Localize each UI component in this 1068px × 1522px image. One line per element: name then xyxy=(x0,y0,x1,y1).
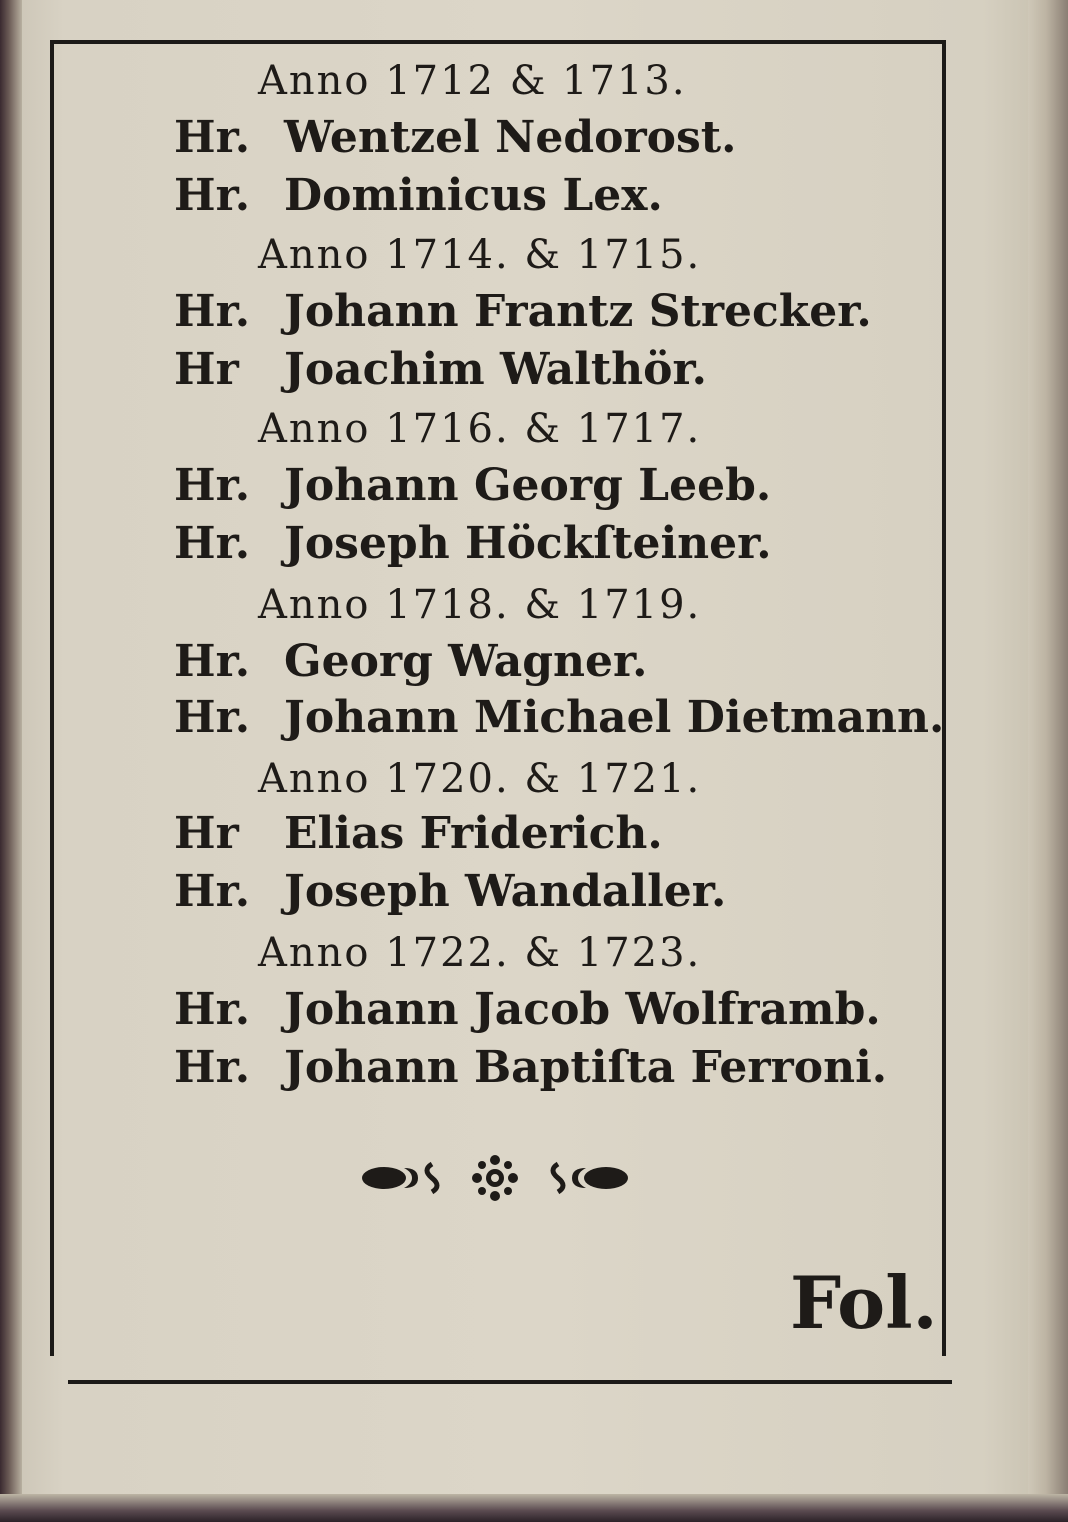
name-line xyxy=(174,112,736,163)
honorific: Hr. xyxy=(174,1042,251,1093)
name-line xyxy=(174,866,726,917)
honorific: Hr. xyxy=(174,170,251,221)
year-heading: Anno 1720. & 1721. xyxy=(258,756,702,802)
year-heading: Anno 1714. & 1715. xyxy=(258,232,702,278)
honorific: Hr. xyxy=(174,286,251,337)
person-name: Wentzel Nedorost. xyxy=(284,112,737,163)
name-line xyxy=(174,1042,887,1093)
person-name: Joachim Walthör. xyxy=(284,344,707,395)
name-line xyxy=(174,808,663,859)
name-line xyxy=(174,692,944,743)
name-line xyxy=(174,286,872,337)
person-name: Johann Michael Dietmann. xyxy=(284,692,945,743)
page-bottom-edge xyxy=(0,1494,1068,1522)
person-name: Johann Frantz Strecker. xyxy=(284,286,872,337)
person-name: Johann Jacob Wolframb. xyxy=(284,984,881,1035)
bottom-rule xyxy=(68,1380,952,1384)
page-edge xyxy=(1028,0,1068,1522)
name-line xyxy=(174,344,707,395)
year-heading: Anno 1712 & 1713. xyxy=(258,58,687,104)
year-heading: Anno 1718. & 1719. xyxy=(258,582,702,628)
honorific: Hr xyxy=(174,808,239,859)
name-line xyxy=(174,984,881,1035)
catchword: Fol. xyxy=(790,1260,938,1345)
year-heading: Anno 1716. & 1717. xyxy=(258,406,702,452)
person-name: Elias Friderich. xyxy=(284,808,663,859)
printers-ornament-icon xyxy=(360,1150,630,1206)
honorific: Hr. xyxy=(174,984,251,1035)
person-name: Dominicus Lex. xyxy=(284,170,663,221)
honorific: Hr. xyxy=(174,518,251,569)
person-name: Joseph Höckſteiner. xyxy=(284,518,772,569)
name-line xyxy=(174,170,663,221)
person-name: Johann Baptiſta Ferroni. xyxy=(284,1042,888,1093)
honorific: Hr xyxy=(174,344,239,395)
honorific: Hr. xyxy=(174,866,251,917)
year-heading: Anno 1722. & 1723. xyxy=(258,930,702,976)
name-line xyxy=(174,636,648,687)
name-line xyxy=(174,460,771,511)
person-name: Johann Georg Leeb. xyxy=(284,460,772,511)
person-name: Joseph Wandaller. xyxy=(284,866,727,917)
name-line xyxy=(174,518,772,569)
person-name: Georg Wagner. xyxy=(284,636,648,687)
honorific: Hr. xyxy=(174,636,251,687)
binding-edge xyxy=(0,0,22,1522)
honorific: Hr. xyxy=(174,460,251,511)
honorific: Hr. xyxy=(174,692,251,743)
honorific: Hr. xyxy=(174,112,251,163)
